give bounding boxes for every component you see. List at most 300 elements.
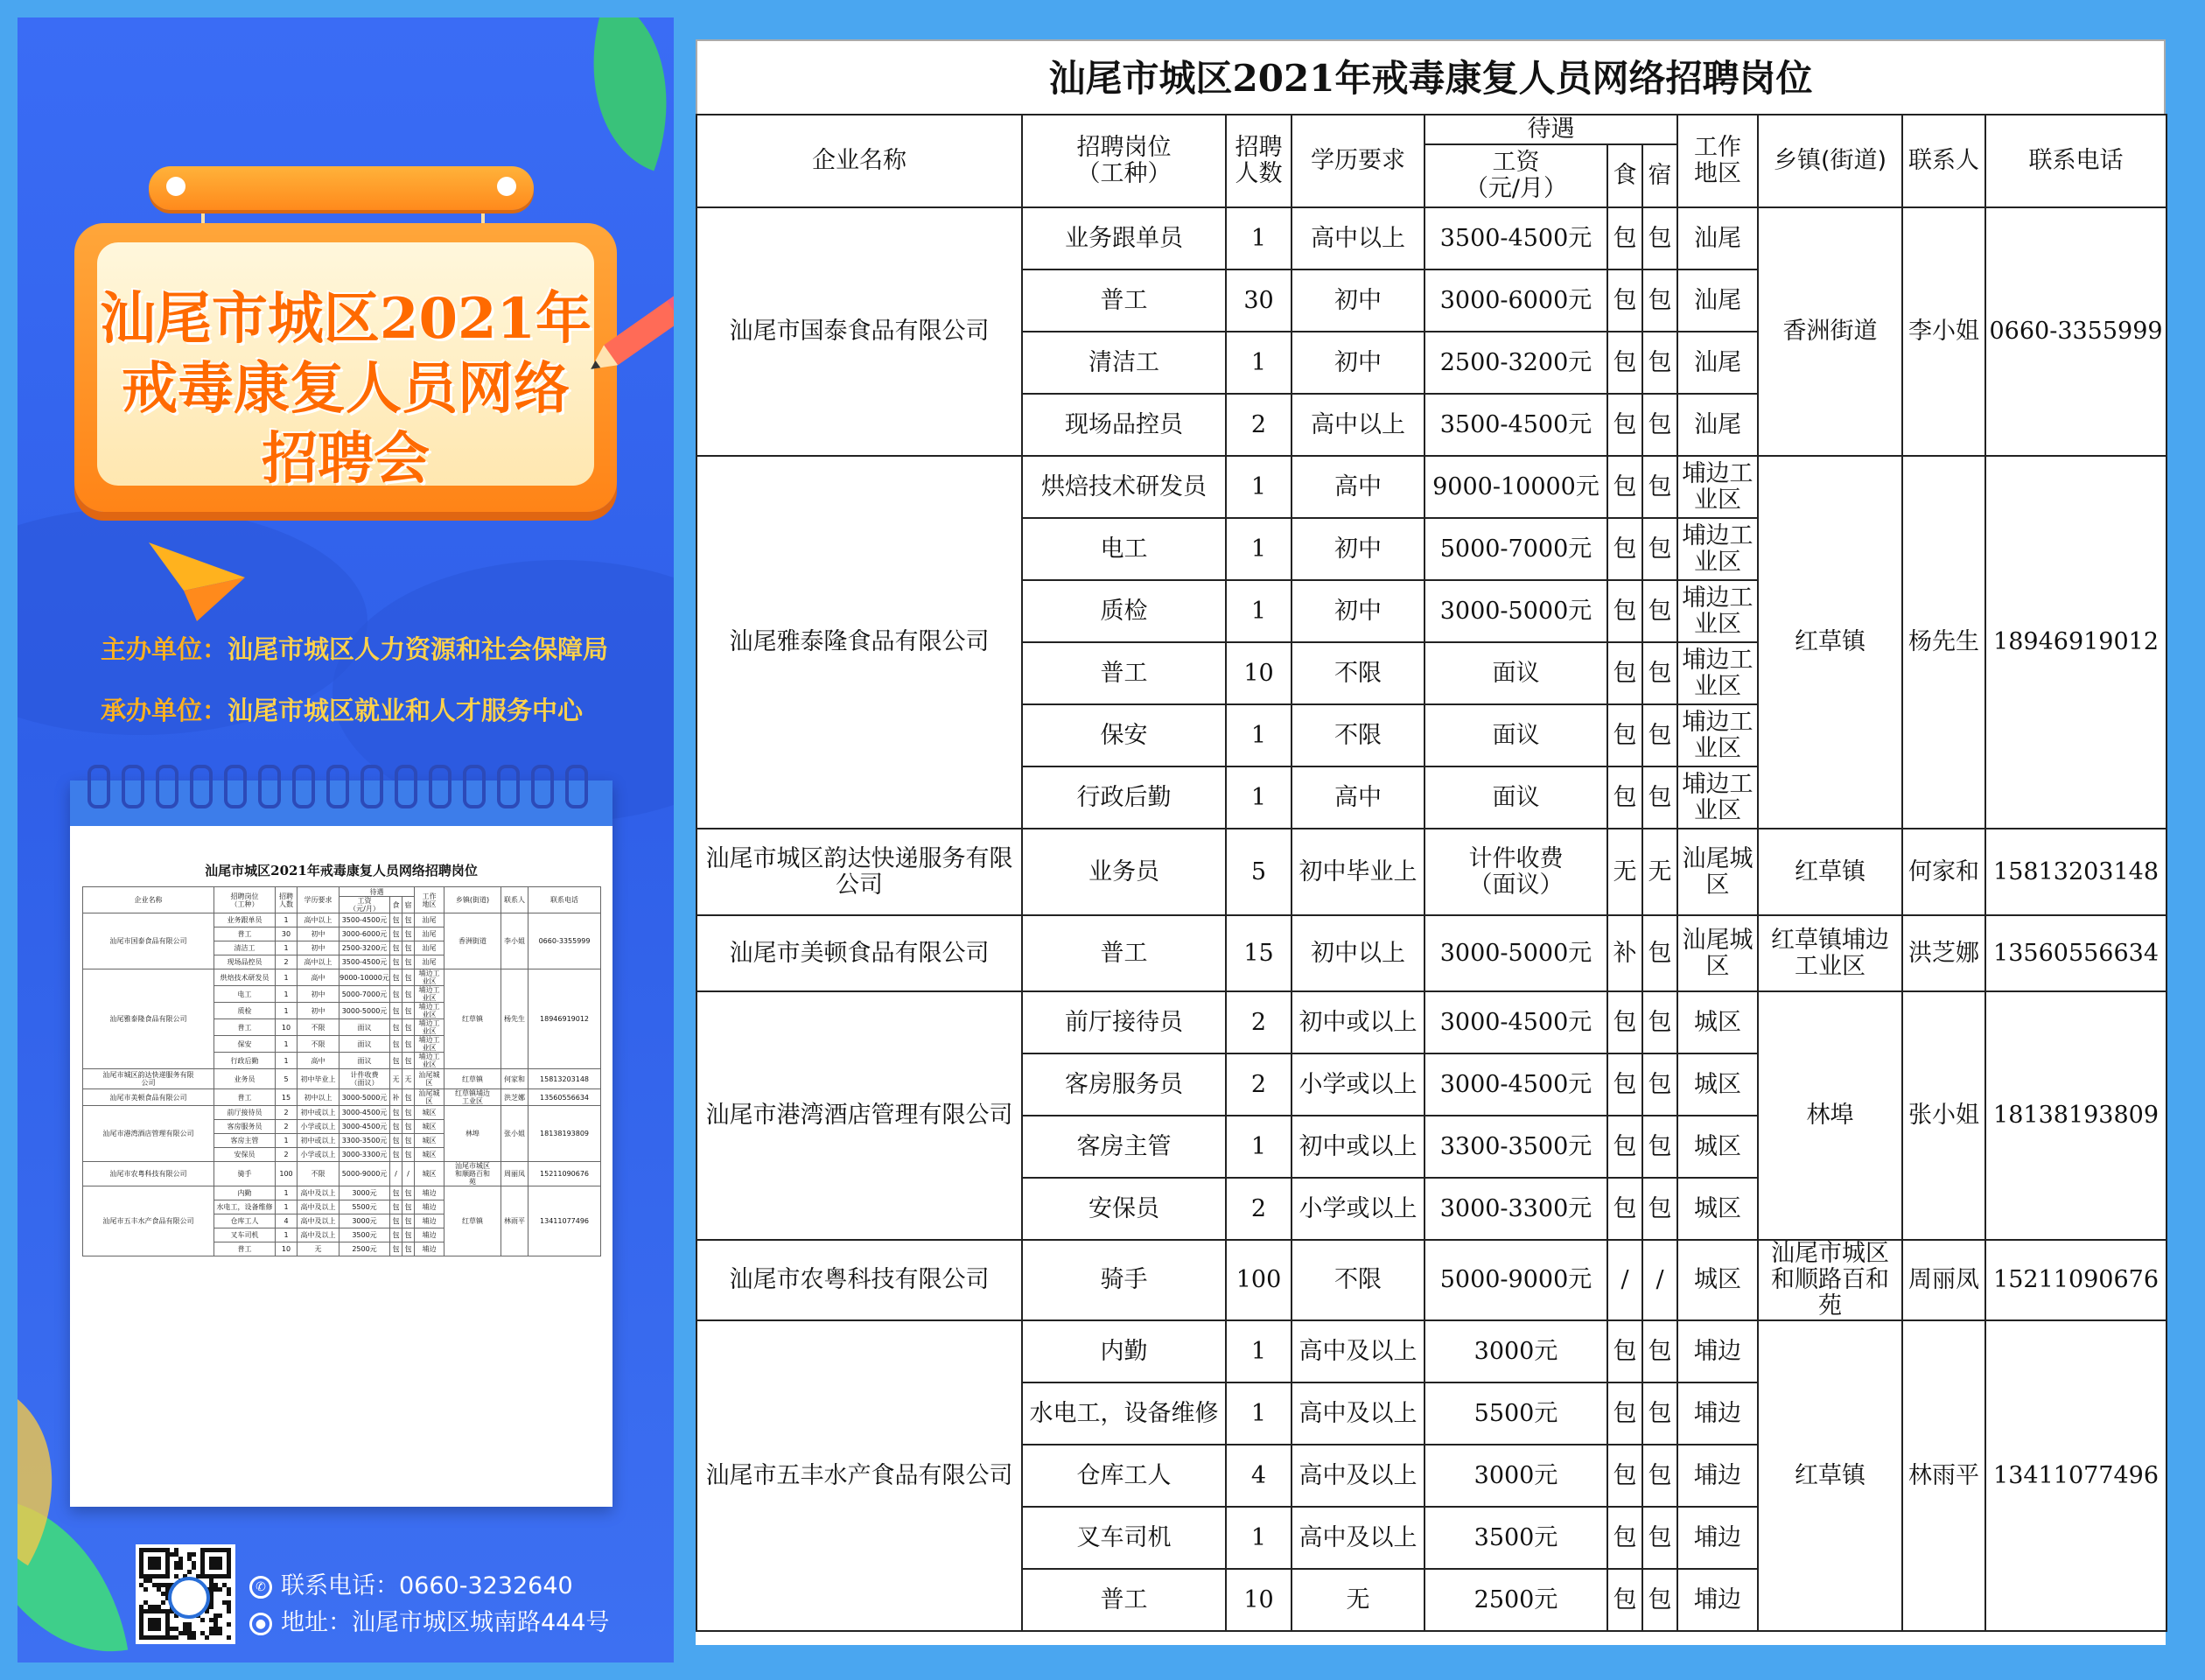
mini-position-cell: 质检 bbox=[214, 1003, 276, 1019]
area-cell: 汕尾 bbox=[1677, 270, 1758, 332]
lodging-cell: 包 bbox=[1642, 332, 1677, 394]
mini-salary-cell: 3000元 bbox=[340, 1214, 390, 1228]
mini-food-cell: 包 bbox=[390, 914, 402, 928]
mini-food-cell: 包 bbox=[390, 1228, 402, 1242]
mini-education-cell: 不限 bbox=[298, 1036, 340, 1053]
lodging-cell: 无 bbox=[1642, 829, 1677, 915]
mini-position-cell: 业务员 bbox=[214, 1069, 276, 1089]
education-cell: 初中 bbox=[1292, 580, 1424, 642]
salary-cell: 3500-4500元 bbox=[1424, 207, 1607, 270]
mini-table-row bbox=[83, 1106, 601, 1120]
mini-position-cell: 清洁工 bbox=[214, 942, 276, 956]
position-cell: 行政后勤 bbox=[1022, 766, 1226, 829]
lodging-cell: 包 bbox=[1642, 1054, 1677, 1116]
food-cell: 包 bbox=[1607, 766, 1642, 829]
mini-town-cell: 汕尾市城区 和顺路百和 苑 bbox=[444, 1162, 501, 1186]
education-cell: 不限 bbox=[1292, 1240, 1424, 1320]
mini-salary-cell: 5000-9000元 bbox=[340, 1162, 390, 1186]
organizer-line bbox=[101, 691, 583, 727]
mini-header-town: 乡镇(街道) bbox=[444, 887, 501, 914]
area-cell: 城区 bbox=[1677, 1116, 1758, 1178]
mini-lodging-cell: 包 bbox=[402, 1019, 415, 1036]
position-cell: 仓库工人 bbox=[1022, 1445, 1226, 1507]
count-cell: 1 bbox=[1226, 580, 1292, 642]
salary-cell: 3000元 bbox=[1424, 1320, 1607, 1382]
mini-food-cell: 包 bbox=[390, 1186, 402, 1200]
contact-cell: 洪芝娜 bbox=[1902, 915, 1985, 991]
food-cell: 无 bbox=[1607, 829, 1642, 915]
area-cell: 城区 bbox=[1677, 1178, 1758, 1240]
recruitment-table-panel bbox=[696, 39, 2166, 1645]
company-name-cell: 汕尾市国泰食品有限公司 bbox=[696, 207, 1022, 456]
area-cell: 埔边工 业区 bbox=[1677, 766, 1758, 829]
leaf-decoration bbox=[556, 18, 674, 171]
count-cell: 1 bbox=[1226, 332, 1292, 394]
town-cell: 香洲街道 bbox=[1758, 207, 1902, 456]
count-cell: 1 bbox=[1226, 1116, 1292, 1178]
table-row bbox=[696, 915, 2166, 991]
mini-count-cell: 2 bbox=[276, 956, 298, 970]
calendar-ring bbox=[190, 765, 213, 808]
mini-count-cell: 5 bbox=[276, 1069, 298, 1089]
mini-header-position: 招聘岗位 （工种） bbox=[214, 887, 276, 914]
mini-food-cell: 包 bbox=[390, 942, 402, 956]
mini-lodging-cell: 包 bbox=[402, 1003, 415, 1019]
mini-education-cell: 高中及以上 bbox=[298, 1200, 340, 1214]
mini-education-cell: 高中及以上 bbox=[298, 1186, 340, 1200]
contact-cell: 杨先生 bbox=[1902, 456, 1985, 829]
contact-address bbox=[249, 1603, 610, 1637]
header-lodging: 宿 bbox=[1642, 144, 1677, 207]
mini-contact-cell: 洪芝娜 bbox=[501, 1089, 528, 1106]
position-cell: 叉车司机 bbox=[1022, 1507, 1226, 1569]
salary-cell: 面议 bbox=[1424, 766, 1607, 829]
header-phone: 联系电话 bbox=[1985, 115, 2166, 207]
town-cell: 汕尾市城区 和顺路百和 苑 bbox=[1758, 1240, 1902, 1320]
mini-position-cell: 普工 bbox=[214, 928, 276, 942]
mini-phone-cell: 18946919012 bbox=[528, 970, 601, 1069]
mini-position-cell: 仓库工人 bbox=[214, 1214, 276, 1228]
mini-lodging-cell: 包 bbox=[402, 986, 415, 1003]
header-area: 工作 地区 bbox=[1677, 115, 1758, 207]
food-cell: 包 bbox=[1607, 207, 1642, 270]
salary-cell: 2500-3200元 bbox=[1424, 332, 1607, 394]
mini-table-row bbox=[83, 970, 601, 986]
mini-position-cell: 普工 bbox=[214, 1019, 276, 1036]
salary-cell: 3300-3500元 bbox=[1424, 1116, 1607, 1178]
count-cell: 2 bbox=[1226, 394, 1292, 456]
education-cell: 初中以上 bbox=[1292, 915, 1424, 991]
location-pin-icon: ● bbox=[249, 1613, 272, 1635]
position-cell: 骑手 bbox=[1022, 1240, 1226, 1320]
host-name: 汕尾市城区人力资源和社会保障局 bbox=[228, 634, 609, 664]
mini-area-cell: 汕尾城 区 bbox=[415, 1069, 444, 1089]
mini-area-cell: 埔边 bbox=[415, 1200, 444, 1214]
salary-cell: 5000-7000元 bbox=[1424, 518, 1607, 580]
mini-education-cell: 不限 bbox=[298, 1162, 340, 1186]
mini-position-cell: 骑手 bbox=[214, 1162, 276, 1186]
mini-food-cell: 无 bbox=[390, 1069, 402, 1089]
mini-area-cell: 埔边工 业区 bbox=[415, 970, 444, 986]
mini-area-cell: 埔边 bbox=[415, 1228, 444, 1242]
mini-lodging-cell: 包 bbox=[402, 1242, 415, 1256]
table-row bbox=[696, 991, 2166, 1054]
calendar-ring bbox=[326, 765, 349, 808]
food-cell: 包 bbox=[1607, 1382, 1642, 1445]
mini-area-cell: 汕尾 bbox=[415, 914, 444, 928]
mini-phone-cell: 13560556634 bbox=[528, 1089, 601, 1106]
mini-area-cell: 埔边 bbox=[415, 1186, 444, 1200]
calendar-ring bbox=[156, 765, 178, 808]
mini-table-preview bbox=[82, 861, 600, 1404]
mini-food-cell: 包 bbox=[390, 1242, 402, 1256]
mini-area-cell: 埔边 bbox=[415, 1214, 444, 1228]
mini-header-benefits: 待遇 bbox=[340, 887, 415, 897]
position-cell: 现场品控员 bbox=[1022, 394, 1226, 456]
salary-cell: 3000-5000元 bbox=[1424, 580, 1607, 642]
count-cell: 1 bbox=[1226, 207, 1292, 270]
mini-area-cell: 埔边工 业区 bbox=[415, 986, 444, 1003]
mini-education-cell: 高中 bbox=[298, 1053, 340, 1069]
sign-rail bbox=[149, 166, 534, 210]
mini-header-lodging: 宿 bbox=[402, 897, 415, 914]
salary-cell: 3000-4500元 bbox=[1424, 1054, 1607, 1116]
education-cell: 初中毕业上 bbox=[1292, 829, 1424, 915]
mini-count-cell: 1 bbox=[276, 970, 298, 986]
mini-education-cell: 小学或以上 bbox=[298, 1120, 340, 1134]
mini-table-row bbox=[83, 1069, 601, 1089]
table-title: 汕尾市城区2021年戒毒康复人员网络招聘岗位 bbox=[696, 39, 2166, 114]
mini-education-cell: 初中 bbox=[298, 986, 340, 1003]
salary-cell: 3000元 bbox=[1424, 1445, 1607, 1507]
mini-header-area: 工作 地区 bbox=[415, 887, 444, 914]
food-cell: 包 bbox=[1607, 1507, 1642, 1569]
mini-salary-cell: 面议 bbox=[340, 1036, 390, 1053]
mini-lodging-cell: 无 bbox=[402, 1069, 415, 1089]
mini-header-food: 食 bbox=[390, 897, 402, 914]
mini-salary-cell: 面议 bbox=[340, 1053, 390, 1069]
mini-education-cell: 高中 bbox=[298, 970, 340, 986]
calendar-ring bbox=[88, 765, 110, 808]
mini-lodging-cell: 包 bbox=[402, 1214, 415, 1228]
mini-education-cell: 初中 bbox=[298, 1003, 340, 1019]
lodging-cell: 包 bbox=[1642, 1569, 1677, 1631]
mini-food-cell: 包 bbox=[390, 1036, 402, 1053]
sign-peg bbox=[497, 177, 516, 196]
mini-contact-cell: 林雨平 bbox=[501, 1186, 528, 1256]
food-cell: 包 bbox=[1607, 1116, 1642, 1178]
mini-count-cell: 2 bbox=[276, 1148, 298, 1162]
mini-area-cell: 城区 bbox=[415, 1106, 444, 1120]
lodging-cell: 包 bbox=[1642, 642, 1677, 704]
host-line bbox=[101, 630, 608, 666]
mini-salary-cell: 3300-3500元 bbox=[340, 1134, 390, 1148]
position-cell: 普工 bbox=[1022, 270, 1226, 332]
mini-salary-cell: 3000-6000元 bbox=[340, 928, 390, 942]
mini-header-phone: 联系电话 bbox=[528, 887, 601, 914]
mini-area-cell: 城区 bbox=[415, 1148, 444, 1162]
food-cell: 包 bbox=[1607, 1320, 1642, 1382]
salary-cell: 面议 bbox=[1424, 642, 1607, 704]
mini-count-cell: 10 bbox=[276, 1019, 298, 1036]
area-cell: 埔边工 业区 bbox=[1677, 518, 1758, 580]
table-row bbox=[696, 456, 2166, 518]
mini-table-row bbox=[83, 1089, 601, 1106]
mini-area-cell: 汕尾 bbox=[415, 928, 444, 942]
lodging-cell: 包 bbox=[1642, 1445, 1677, 1507]
food-cell: 包 bbox=[1607, 518, 1642, 580]
education-cell: 初中 bbox=[1292, 332, 1424, 394]
mini-count-cell: 2 bbox=[276, 1106, 298, 1120]
header-count: 招聘 人数 bbox=[1226, 115, 1292, 207]
mini-position-cell: 保安 bbox=[214, 1036, 276, 1053]
mini-position-cell: 业务跟单员 bbox=[214, 914, 276, 928]
mini-salary-cell: 3000-4500元 bbox=[340, 1106, 390, 1120]
area-cell: 城区 bbox=[1677, 1054, 1758, 1116]
mini-lodging-cell: 包 bbox=[402, 956, 415, 970]
mini-lodging-cell: 包 bbox=[402, 1186, 415, 1200]
education-cell: 不限 bbox=[1292, 704, 1424, 766]
mini-food-cell: 包 bbox=[390, 1120, 402, 1134]
salary-cell: 3000-5000元 bbox=[1424, 915, 1607, 991]
header-food: 食 bbox=[1607, 144, 1642, 207]
count-cell: 1 bbox=[1226, 456, 1292, 518]
mini-count-cell: 1 bbox=[276, 1186, 298, 1200]
position-cell: 清洁工 bbox=[1022, 332, 1226, 394]
phone-cell: 15813203148 bbox=[1985, 829, 2166, 915]
phone-cell: 15211090676 bbox=[1985, 1240, 2166, 1320]
salary-cell: 面议 bbox=[1424, 704, 1607, 766]
education-cell: 高中以上 bbox=[1292, 207, 1424, 270]
lodging-cell: / bbox=[1642, 1240, 1677, 1320]
salary-cell: 2500元 bbox=[1424, 1569, 1607, 1631]
food-cell: 包 bbox=[1607, 394, 1642, 456]
position-cell: 水电工，设备维修 bbox=[1022, 1382, 1226, 1445]
position-cell: 前厅接待员 bbox=[1022, 991, 1226, 1054]
mini-food-cell: 包 bbox=[390, 986, 402, 1003]
mini-area-cell: 城区 bbox=[415, 1162, 444, 1186]
salary-cell: 5500元 bbox=[1424, 1382, 1607, 1445]
lodging-cell: 包 bbox=[1642, 207, 1677, 270]
mini-food-cell: / bbox=[390, 1162, 402, 1186]
contact-phone-value: 0660-3232640 bbox=[399, 1572, 573, 1600]
mini-contact-cell: 周丽凤 bbox=[501, 1162, 528, 1186]
count-cell: 1 bbox=[1226, 1320, 1292, 1382]
position-cell: 电工 bbox=[1022, 518, 1226, 580]
mini-area-cell: 城区 bbox=[415, 1134, 444, 1148]
mini-contact-cell: 张小姐 bbox=[501, 1106, 528, 1162]
mini-salary-cell: 3000-4500元 bbox=[340, 1120, 390, 1134]
education-cell: 初中 bbox=[1292, 270, 1424, 332]
mini-header-education: 学历要求 bbox=[298, 887, 340, 914]
mini-lodging-cell: 包 bbox=[402, 1036, 415, 1053]
mini-header-count: 招聘 人数 bbox=[276, 887, 298, 914]
count-cell: 15 bbox=[1226, 915, 1292, 991]
calendar-ring bbox=[360, 765, 383, 808]
food-cell: 包 bbox=[1607, 270, 1642, 332]
mini-education-cell: 初中毕业上 bbox=[298, 1069, 340, 1089]
food-cell: 包 bbox=[1607, 580, 1642, 642]
education-cell: 初中或以上 bbox=[1292, 1116, 1424, 1178]
mini-table-title: 汕尾市城区2021年戒毒康复人员网络招聘岗位 bbox=[205, 863, 478, 878]
phone-cell: 18946919012 bbox=[1985, 456, 2166, 829]
calendar-ring bbox=[292, 765, 315, 808]
header-education: 学历要求 bbox=[1292, 115, 1424, 207]
lodging-cell: 包 bbox=[1642, 766, 1677, 829]
position-cell: 安保员 bbox=[1022, 1178, 1226, 1240]
mini-food-cell: 包 bbox=[390, 1134, 402, 1148]
table-row bbox=[696, 829, 2166, 915]
company-name-cell: 汕尾市五丰水产食品有限公司 bbox=[696, 1320, 1022, 1631]
mini-food-cell: 包 bbox=[390, 1019, 402, 1036]
mini-lodging-cell: / bbox=[402, 1162, 415, 1186]
salary-cell: 3500-4500元 bbox=[1424, 394, 1607, 456]
mini-count-cell: 15 bbox=[276, 1089, 298, 1106]
contact-phone-label: 联系电话： bbox=[281, 1572, 399, 1600]
contact-address-value: 汕尾市城区城南路444号 bbox=[352, 1609, 610, 1636]
education-cell: 不限 bbox=[1292, 642, 1424, 704]
position-cell: 内勤 bbox=[1022, 1320, 1226, 1382]
area-cell: 埔边 bbox=[1677, 1382, 1758, 1445]
position-cell: 普工 bbox=[1022, 915, 1226, 991]
salary-cell: 3500元 bbox=[1424, 1507, 1607, 1569]
area-cell: 汕尾城 区 bbox=[1677, 915, 1758, 991]
calendar-ring bbox=[531, 765, 554, 808]
mini-food-cell: 包 bbox=[390, 1106, 402, 1120]
mini-salary-cell: 5500元 bbox=[340, 1200, 390, 1214]
mini-food-cell: 包 bbox=[390, 1053, 402, 1069]
mini-salary-cell: 3000-3300元 bbox=[340, 1148, 390, 1162]
area-cell: 埔边 bbox=[1677, 1445, 1758, 1507]
mini-salary-cell: 2500-3200元 bbox=[340, 942, 390, 956]
mini-town-cell: 红草镇 bbox=[444, 970, 501, 1069]
mini-lodging-cell: 包 bbox=[402, 1106, 415, 1120]
poster-title: 汕尾市城区2021年 戒毒康复人员网络 招聘会 bbox=[99, 286, 592, 492]
mini-table-row bbox=[83, 1186, 601, 1200]
lodging-cell: 包 bbox=[1642, 1507, 1677, 1569]
mini-position-cell: 行政后勤 bbox=[214, 1053, 276, 1069]
mini-company-name-cell: 汕尾市美顿食品有限公司 bbox=[83, 1089, 214, 1106]
mini-education-cell: 高中以上 bbox=[298, 956, 340, 970]
area-cell: 埔边工 业区 bbox=[1677, 580, 1758, 642]
area-cell: 汕尾 bbox=[1677, 207, 1758, 270]
mini-phone-cell: 15813203148 bbox=[528, 1069, 601, 1089]
area-cell: 汕尾 bbox=[1677, 332, 1758, 394]
salary-cell: 3000-4500元 bbox=[1424, 991, 1607, 1054]
mini-salary-cell: 面议 bbox=[340, 1019, 390, 1036]
contact-address-label: 地址： bbox=[281, 1609, 352, 1636]
mini-lodging-cell: 包 bbox=[402, 970, 415, 986]
mini-education-cell: 初中 bbox=[298, 928, 340, 942]
count-cell: 30 bbox=[1226, 270, 1292, 332]
mini-salary-cell: 3000-5000元 bbox=[340, 1089, 390, 1106]
mini-lodging-cell: 包 bbox=[402, 942, 415, 956]
mini-phone-cell: 0660-3355999 bbox=[528, 914, 601, 970]
calendar-ring bbox=[497, 765, 520, 808]
mini-phone-cell: 15211090676 bbox=[528, 1162, 601, 1186]
count-cell: 2 bbox=[1226, 1178, 1292, 1240]
food-cell: 包 bbox=[1607, 1054, 1642, 1116]
company-name-cell: 汕尾市农粤科技有限公司 bbox=[696, 1240, 1022, 1320]
mini-position-cell: 安保员 bbox=[214, 1148, 276, 1162]
mini-salary-cell: 5000-7000元 bbox=[340, 986, 390, 1003]
mini-salary-cell: 9000-10000元 bbox=[340, 970, 390, 986]
phone-cell: 13560556634 bbox=[1985, 915, 2166, 991]
mini-company-name-cell: 汕尾市五丰水产食品有限公司 bbox=[83, 1186, 214, 1256]
salary-cell: 9000-10000元 bbox=[1424, 456, 1607, 518]
contact-cell: 何家和 bbox=[1902, 829, 1985, 915]
qr-logo-icon bbox=[168, 1577, 210, 1619]
mini-town-cell: 红草镇埔边 工业区 bbox=[444, 1089, 501, 1106]
mini-position-cell: 水电工，设备维修 bbox=[214, 1200, 276, 1214]
mini-contact-cell: 何家和 bbox=[501, 1069, 528, 1089]
mini-header-contact: 联系人 bbox=[501, 887, 528, 914]
paper-plane-icon bbox=[149, 542, 245, 621]
mini-lodging-cell: 包 bbox=[402, 1148, 415, 1162]
mini-area-cell: 埔边工 业区 bbox=[415, 1003, 444, 1019]
mini-food-cell: 包 bbox=[390, 1214, 402, 1228]
mini-food-cell: 补 bbox=[390, 1089, 402, 1106]
mini-table-row bbox=[83, 1162, 601, 1186]
mini-food-cell: 包 bbox=[390, 1003, 402, 1019]
food-cell: / bbox=[1607, 1240, 1642, 1320]
food-cell: 补 bbox=[1607, 915, 1642, 991]
education-cell: 高中及以上 bbox=[1292, 1445, 1424, 1507]
mini-position-cell: 烘焙技术研发员 bbox=[214, 970, 276, 986]
food-cell: 包 bbox=[1607, 1178, 1642, 1240]
mini-contact-cell: 李小姐 bbox=[501, 914, 528, 970]
poster-panel bbox=[18, 18, 674, 1662]
mini-company-name-cell: 汕尾市城区韵达快递服务有限 公司 bbox=[83, 1069, 214, 1089]
position-cell: 客房主管 bbox=[1022, 1116, 1226, 1178]
mini-area-cell: 埔边 bbox=[415, 1242, 444, 1256]
mini-salary-cell: 3000元 bbox=[340, 1186, 390, 1200]
food-cell: 包 bbox=[1607, 332, 1642, 394]
lodging-cell: 包 bbox=[1642, 518, 1677, 580]
count-cell: 4 bbox=[1226, 1445, 1292, 1507]
lodging-cell: 包 bbox=[1642, 991, 1677, 1054]
mini-position-cell: 客房服务员 bbox=[214, 1120, 276, 1134]
count-cell: 1 bbox=[1226, 1507, 1292, 1569]
mini-education-cell: 初中以上 bbox=[298, 1089, 340, 1106]
food-cell: 包 bbox=[1607, 1569, 1642, 1631]
town-cell: 红草镇 bbox=[1758, 1320, 1902, 1631]
mini-area-cell: 埔边工 业区 bbox=[415, 1036, 444, 1053]
phone-icon: ✆ bbox=[249, 1576, 272, 1599]
table-row bbox=[696, 207, 2166, 270]
sign-peg bbox=[166, 177, 186, 196]
mini-count-cell: 1 bbox=[276, 1036, 298, 1053]
mini-header-company: 企业名称 bbox=[83, 887, 214, 914]
mini-area-cell: 汕尾 bbox=[415, 942, 444, 956]
education-cell: 高中及以上 bbox=[1292, 1320, 1424, 1382]
position-cell: 质检 bbox=[1022, 580, 1226, 642]
calendar-ring bbox=[565, 765, 588, 808]
education-cell: 高中及以上 bbox=[1292, 1382, 1424, 1445]
qr-code[interactable] bbox=[136, 1544, 235, 1644]
mini-town-cell: 红草镇 bbox=[444, 1186, 501, 1256]
contact-cell: 李小姐 bbox=[1902, 207, 1985, 456]
food-cell: 包 bbox=[1607, 1445, 1642, 1507]
phone-cell: 0660-3355999 bbox=[1985, 207, 2166, 456]
mini-count-cell: 1 bbox=[276, 914, 298, 928]
count-cell: 2 bbox=[1226, 991, 1292, 1054]
mini-lodging-cell: 包 bbox=[402, 1089, 415, 1106]
mini-count-cell: 4 bbox=[276, 1214, 298, 1228]
header-position: 招聘岗位 （工种） bbox=[1022, 115, 1226, 207]
count-cell: 1 bbox=[1226, 766, 1292, 829]
mini-salary-cell: 计件收费 （面议） bbox=[340, 1069, 390, 1089]
